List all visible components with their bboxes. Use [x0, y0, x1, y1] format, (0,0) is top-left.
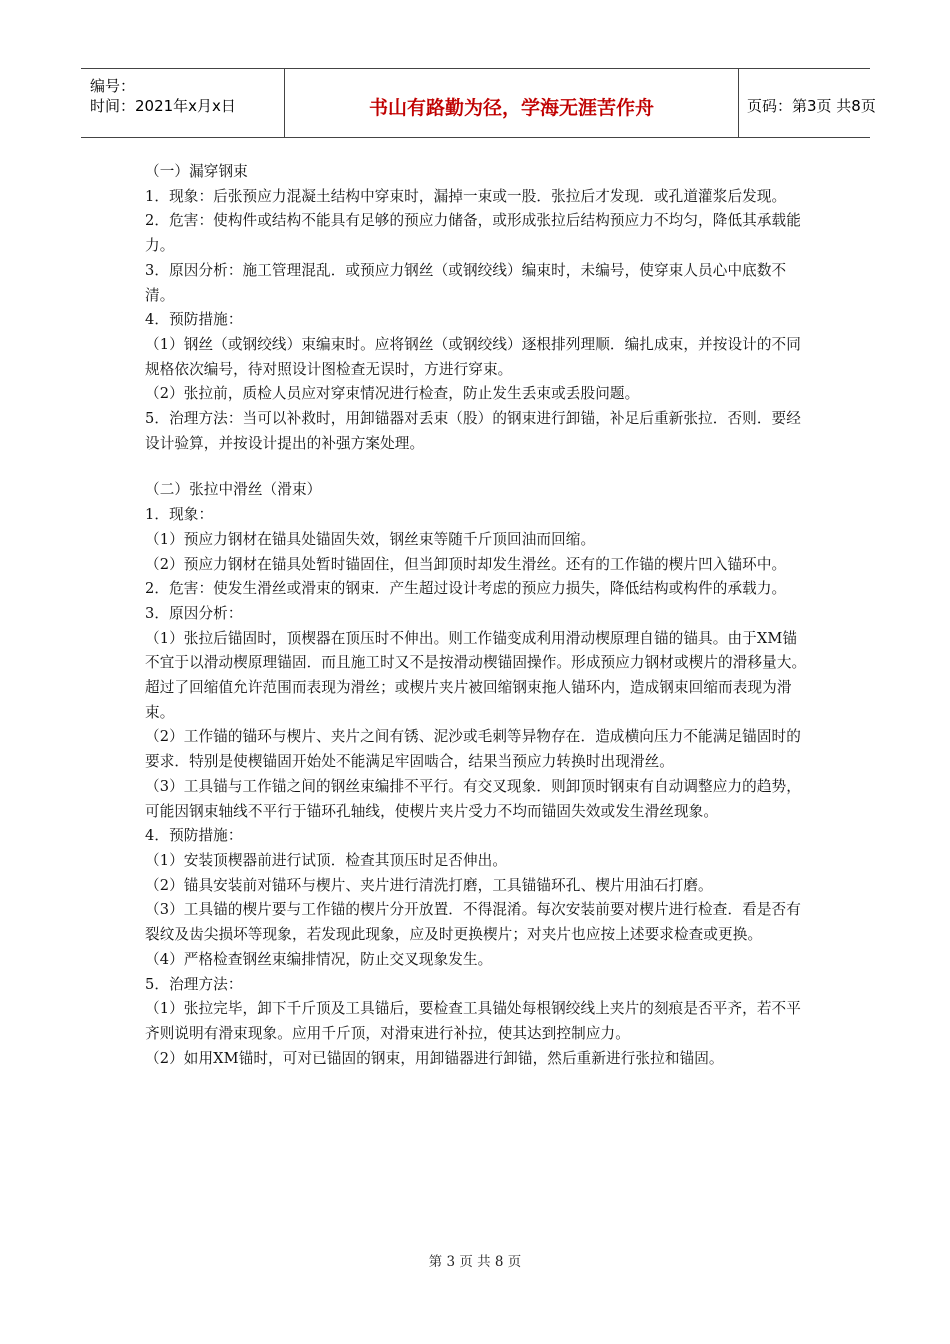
- paragraph: 3．原因分析：施工管理混乱．或预应力钢丝（或钢绞线）编束时，未编号，使穿束人员心中底数不清。: [145, 261, 787, 304]
- number-label: 编号：: [90, 77, 136, 95]
- motto-text: 书山有路勤为径，学海无涯苦作舟: [368, 97, 654, 119]
- time-label: 时间：2021年x月x日: [90, 97, 236, 115]
- section1-title: （一）漏穿钢束: [145, 163, 248, 180]
- paragraph: （2）张拉前，质检人员应对穿束情况进行检查，防止发生丢束或丢股问题。: [145, 385, 640, 403]
- paragraph: 1．现象：: [145, 506, 214, 524]
- paragraph: 2．危害：使发生滑丝或滑束的钢束．产生超过设计考虑的预应力损失，降低结构或构件的承载力。: [145, 580, 787, 598]
- header-motto-cell: [285, 69, 739, 137]
- paragraph: （2）预应力钢材在锚具处暂时锚固住，但当卸顶时却发生滑丝。还有的工作锚的楔片凹入锚环中。: [145, 555, 787, 573]
- paragraph: 2．危害：使构件或结构不能具有足够的预应力储备，或形成张拉后结构预应力不均匀，降低其承载能力。: [145, 212, 801, 255]
- paragraph: （2）工作锚的锚环与楔片、夹片之间有锈、泥沙或毛刺等异物存在．造成横向压力不能满足锚固时的要求．特别是使楔锚固开始处不能满足牢固啮合，结果当预应力转换时出现滑丝。: [145, 728, 801, 771]
- header-meta-cell: [81, 69, 285, 137]
- paragraph: （2）如用XM锚时，可对已锚固的钢束，用卸锚器进行卸锚，然后重新进行张拉和锚固。: [145, 1049, 724, 1067]
- paragraph: （1）预应力钢材在锚具处锚固失效，钢丝束等随千斤顶回油而回缩。: [145, 530, 596, 548]
- page-footer: 第 3 页 共 8 页: [428, 1254, 522, 1270]
- paragraph: （4）严格检查钢丝束编排情况，防止交叉现象发生。: [145, 950, 493, 968]
- document-header: [81, 68, 876, 138]
- paragraph: （1）钢丝（或钢绞线）束编束时。应将钢丝（或钢绞线）逐根排列理顺．编扎成束，并按设计的不同规格依次编号，待对照设计图检查无误时，方进行穿束。: [145, 335, 801, 378]
- paragraph: （1）张拉后锚固时，顶楔器在顶压时不伸出。则工作锚变成利用滑动楔原理自锚的锚具。由于XM锚不宜于以滑动楔原理锚固．而且施工时又不是按滑动楔锚固操作。形成预应力钢材或楔片的滑移量大。超过了回缩值允许范围而表现为滑丝；或楔片夹片被回缩钢束拖人锚环内，造成钢束回缩而表现为滑束。: [145, 629, 807, 721]
- document-body: [145, 160, 810, 1071]
- paragraph: （2）锚具安装前对锚环与楔片、夹片进行清洗打磨，工具锚锚环孔、楔片用油石打磨。: [145, 876, 713, 894]
- paragraph: （3）工具锚与工作锚之间的钢丝束编排不平行。有交叉现象．则卸顶时钢束有自动调整应力的趋势，可能因钢束轴线不平行于锚环孔轴线，使楔片夹片受力不均而锚固失效或发生滑丝现象。: [145, 777, 801, 820]
- paragraph: 4．预防措施：: [145, 311, 243, 329]
- paragraph: 5．治理方法：当可以补救时，用卸锚器对丢束（股）的钢束进行卸锚，补足后重新张拉．否则．要经设计验算，并按设计提出的补强方案处理。: [145, 410, 801, 452]
- paragraph: 5．治理方法：: [145, 975, 243, 993]
- paragraph: （3）工具锚的楔片要与工作锚的楔片分开放置．不得混淆。每次安装前要对楔片进行检查．看是否有裂纹及齿尖损坏等现象，若发现此现象，应及时更换楔片；对夹片也应按上述要求检查或更换。: [145, 901, 801, 944]
- page-code: 页码：第3页 共8页: [747, 97, 876, 115]
- section-gap: [145, 456, 810, 478]
- header-page-cell: [739, 69, 876, 137]
- paragraph: 1．现象：后张预应力混凝土结构中穿束时，漏掉一束或一股．张拉后才发现．或孔道灌浆后发现。: [145, 187, 787, 205]
- paragraph: （1）张拉完毕，卸下千斤顶及工具锚后，要检查工具锚处每根钢绞线上夹片的刻痕是否平齐，若不平齐则说明有滑束现象。应用千斤顶，对滑束进行补拉，使其达到控制应力。: [145, 1000, 801, 1042]
- section2-title: （二）张拉中滑丝（滑束）: [145, 481, 322, 499]
- paragraph: 4．预防措施：: [145, 827, 243, 845]
- paragraph: （1）安装顶楔器前进行试顶．检查其顶压时足否伸出。: [145, 851, 508, 869]
- paragraph: 3．原因分析：: [145, 604, 243, 622]
